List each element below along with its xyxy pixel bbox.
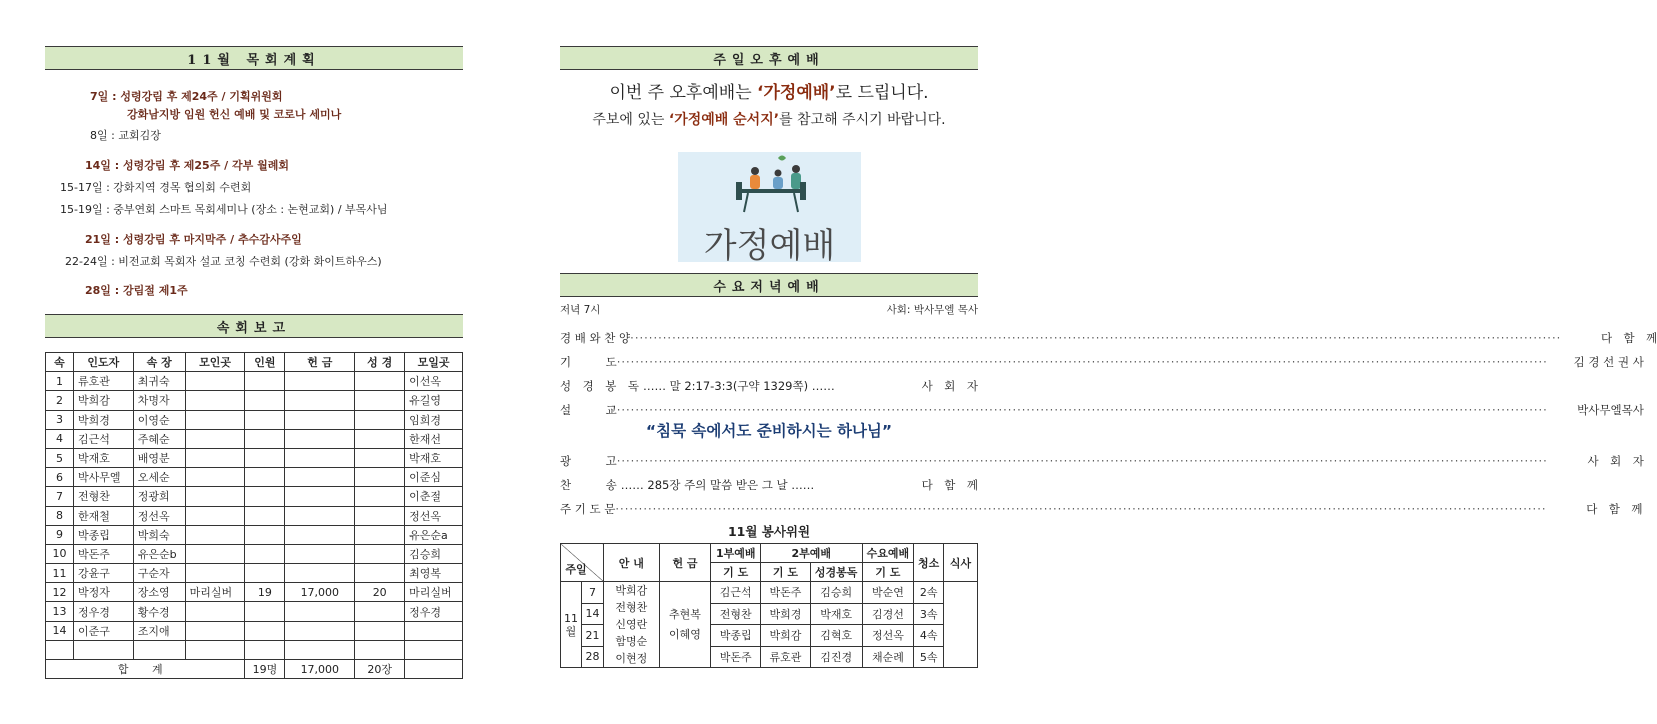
plan-item: 21일 : 성령강림 후 마지막주 / 추수감사주일 [85, 233, 302, 246]
report-cell [185, 621, 245, 640]
sunday-text: 로 드립니다. [835, 83, 929, 103]
wed-order-label: 기 도 [560, 355, 617, 369]
vol-header-second: 2부예배 [761, 544, 862, 563]
report-row [46, 583, 463, 602]
report-cell: 2 [46, 391, 74, 410]
report-cell: 강윤구 [73, 564, 133, 583]
plan-item: 15-17일 : 강화지역 경목 협의회 수련회 [60, 181, 252, 194]
vol-p2: 박돈주 [761, 582, 811, 604]
report-row [46, 429, 463, 448]
wed-order-line [560, 354, 1644, 370]
vol-guide: 전형찬 [615, 601, 648, 614]
vol-p1: 김근석 [711, 582, 761, 604]
report-cell: 17,000 [285, 583, 355, 602]
plan-item: 8일 : 교회김장 [90, 129, 161, 142]
wed-order-label: 찬 송 [560, 478, 617, 492]
plan-item: 14일 : 성령강림 후 제25주 / 각부 월례회 [85, 159, 289, 172]
report-cell [285, 544, 355, 563]
report-row [46, 564, 463, 583]
report-header: 속 장 [133, 353, 185, 372]
vol-header-date [561, 544, 604, 582]
report-cell: 3 [46, 410, 74, 429]
vol-wed: 정선옥 [862, 625, 914, 647]
report-header: 헌 금 [285, 353, 355, 372]
vol-wed: 김경선 [862, 603, 914, 625]
wed-order-person: 다 함 께 [921, 478, 978, 492]
report-cell [355, 468, 405, 487]
report-cell [285, 391, 355, 410]
report-cell: 박재호 [73, 448, 133, 467]
report-cell: 임희경 [405, 410, 463, 429]
report-cell [245, 429, 285, 448]
wed-host: 사회: 박사무엘 목사 [886, 304, 978, 316]
report-cell: 9 [46, 525, 74, 544]
wed-order-person: 다 함 께 [1600, 331, 1657, 345]
report-cell [185, 525, 245, 544]
vol-header-prayer: 기 도 [862, 563, 914, 582]
report-cell [185, 429, 245, 448]
report-cell [245, 564, 285, 583]
report-cell [185, 448, 245, 467]
total-label: 합 계 [46, 660, 245, 679]
vol-day: 21 [582, 625, 604, 647]
report-row [46, 525, 463, 544]
vol-offering-person: 추현복 [669, 607, 701, 621]
wed-order-person: 사 회 자 [1587, 454, 1644, 468]
wednesday-title-bar [560, 273, 978, 297]
vol-bible: 박재호 [810, 603, 862, 625]
report-row [46, 544, 463, 563]
report-cell: 오세순 [133, 468, 185, 487]
report-cell [245, 468, 285, 487]
report-cell [185, 506, 245, 525]
report-row [46, 602, 463, 621]
report-row [46, 410, 463, 429]
report-title-bar [45, 314, 463, 338]
vol-day: 28 [582, 646, 604, 668]
plan-item: 15-19일 : 중부연회 스마트 목회세미나 (장소 : 논현교회) / 부목사님 [60, 203, 388, 216]
sunday-title-bar [560, 46, 978, 70]
vol-bible: 김진경 [810, 646, 862, 668]
report-title: 속회보고 [216, 320, 292, 336]
report-cell: 구순자 [133, 564, 185, 583]
report-cell: 이준심 [405, 468, 463, 487]
vol-day: 14 [582, 603, 604, 625]
report-row [46, 372, 463, 391]
vol-bible: 김승희 [810, 582, 862, 604]
vol-header-meal: 식사 [944, 544, 978, 582]
report-row [46, 448, 463, 467]
wed-order-line [560, 378, 978, 394]
report-cell: 주혜순 [133, 429, 185, 448]
vol-clean: 2속 [914, 582, 944, 604]
report-cell [285, 602, 355, 621]
wed-order-line [560, 402, 1644, 418]
vol-wed: 박순연 [862, 582, 914, 604]
report-cell: 마리실버 [185, 583, 245, 602]
total-offering: 17,000 [285, 660, 355, 679]
vol-p2: 박희감 [761, 625, 811, 647]
report-cell: 유길영 [405, 391, 463, 410]
report-cell [185, 487, 245, 506]
wed-order-line [560, 330, 1657, 346]
report-cell [185, 372, 245, 391]
report-cell: 황수경 [133, 602, 185, 621]
report-header: 모인곳 [185, 353, 245, 372]
vol-header-date-text: 주일 [565, 562, 587, 576]
report-cell: 박종립 [73, 525, 133, 544]
vol-header-bible: 성경봉독 [810, 563, 862, 582]
report-header: 인도자 [73, 353, 133, 372]
leader-dots: ········································································································································································································ [616, 403, 1548, 417]
leader-dots: ········································································································································································································ [630, 331, 1562, 345]
vol-p2: 류호관 [761, 646, 811, 668]
vol-guide: 신영란 [615, 618, 648, 631]
report-cell: 4 [46, 429, 74, 448]
report-cell [46, 640, 74, 659]
vol-offering [659, 582, 711, 668]
report-cell [245, 506, 285, 525]
report-cell [355, 621, 405, 640]
report-cell: 김근석 [73, 429, 133, 448]
total-count: 19명 [245, 660, 285, 679]
report-cell [405, 621, 463, 640]
vol-offering-person: 이혜영 [669, 627, 701, 641]
vol-p1: 박돈주 [711, 646, 761, 668]
report-cell [285, 372, 355, 391]
vol-header-first: 1부예배 [711, 544, 761, 563]
report-cell [185, 564, 245, 583]
sunday-text: 주보에 있는 [592, 112, 669, 128]
report-cell [285, 525, 355, 544]
report-header-row [46, 353, 463, 372]
sunday-line-1 [560, 78, 978, 103]
report-cell: 12 [46, 583, 74, 602]
report-row [46, 506, 463, 525]
report-cell: 박정자 [73, 583, 133, 602]
report-cell [245, 525, 285, 544]
report-cell [245, 410, 285, 429]
report-cell: 이영순 [133, 410, 185, 429]
wed-order-detail: …… 말 2:17-3:3(구약 1329쪽) …… [642, 379, 835, 393]
report-cell: 5 [46, 448, 74, 467]
report-cell: 11 [46, 564, 74, 583]
vol-header-prayer: 기 도 [761, 563, 811, 582]
report-cell [355, 525, 405, 544]
report-header: 성 경 [355, 353, 405, 372]
report-cell: 20 [355, 583, 405, 602]
report-row [46, 621, 463, 640]
report-cell: 6 [46, 468, 74, 487]
report-cell [185, 468, 245, 487]
vol-header-guide: 안 내 [603, 544, 659, 582]
report-cell: 박사무엘 [73, 468, 133, 487]
report-cell [245, 544, 285, 563]
report-row [46, 487, 463, 506]
total-bible: 20장 [355, 660, 405, 679]
wed-time: 저녁 7시 [560, 304, 601, 316]
vol-clean: 3속 [914, 603, 944, 625]
report-cell [285, 429, 355, 448]
report-cell: 한재선 [405, 429, 463, 448]
vol-guide: 박희감 [615, 584, 648, 597]
plan-item: 28일 : 강림절 제1주 [85, 284, 188, 297]
report-cell: 이춘절 [405, 487, 463, 506]
report-cell [73, 640, 133, 659]
wed-order-line [560, 453, 1644, 469]
vol-guide: 함명순 [615, 635, 648, 648]
wed-order-detail: …… 285장 주의 말씀 받은 그 날 …… [620, 478, 815, 492]
report-cell [185, 602, 245, 621]
sermon-title: “침묵 속에서도 준비하시는 하나님” [645, 422, 893, 440]
report-cell: 19 [245, 583, 285, 602]
report-cell: 전형찬 [73, 487, 133, 506]
report-cell: 유은순b [133, 544, 185, 563]
volunteers-title: 11월 봉사위원 [727, 524, 811, 539]
wed-order-person: 박사무엘목사 [1577, 403, 1644, 417]
report-header: 속 [46, 353, 74, 372]
report-cell: 박돈주 [73, 544, 133, 563]
vol-header-offering: 헌 금 [659, 544, 711, 582]
sunday-highlight: ‘가정예배’ [757, 83, 836, 103]
report-cell [285, 410, 355, 429]
vol-bible: 김혁호 [810, 625, 862, 647]
report-cell [185, 391, 245, 410]
family-worship-image [678, 152, 861, 266]
wed-order-person: 김 경 선 권 사 [1573, 355, 1644, 369]
leader-dots: ········································································································································································································ [616, 454, 1548, 468]
report-cell: 8 [46, 506, 74, 525]
report-cell [245, 487, 285, 506]
wednesday-title: 수요저녁예배 [713, 279, 825, 295]
leader-dots: ········································································································································································································ [616, 355, 1548, 369]
report-row [46, 640, 463, 659]
report-total-row [46, 660, 463, 679]
report-cell: 정선옥 [405, 506, 463, 525]
report-cell [245, 621, 285, 640]
report-cell [355, 544, 405, 563]
report-cell: 이선옥 [405, 372, 463, 391]
report-cell [405, 640, 463, 659]
vol-header-prayer: 기 도 [711, 563, 761, 582]
report-cell [185, 640, 245, 659]
report-cell [355, 429, 405, 448]
report-cell: 박희경 [73, 410, 133, 429]
report-cell: 김승희 [405, 544, 463, 563]
plan-title: 11월 목회계획 [187, 52, 321, 68]
report-cell [285, 506, 355, 525]
wed-order-label: 주 기 도 문 [560, 502, 616, 516]
report-cell [355, 487, 405, 506]
report-cell [245, 372, 285, 391]
report-cell [355, 564, 405, 583]
report-cell: 이준구 [73, 621, 133, 640]
vol-p1: 전형찬 [711, 603, 761, 625]
sunday-line-2 [560, 109, 978, 129]
report-cell [185, 410, 245, 429]
wed-order-label: 성 경 봉 독 [560, 379, 639, 393]
report-cell [355, 391, 405, 410]
report-cell: 마리실버 [405, 583, 463, 602]
report-cell [285, 487, 355, 506]
report-cell: 14 [46, 621, 74, 640]
report-cell: 박희숙 [133, 525, 185, 544]
report-cell: 배영분 [133, 448, 185, 467]
report-cell [245, 602, 285, 621]
report-cell: 최귀숙 [133, 372, 185, 391]
vol-wed: 채순례 [862, 646, 914, 668]
report-cell [355, 372, 405, 391]
volunteers-table [560, 543, 978, 668]
plan-item: 강화남지방 임원 헌신 예배 및 코로나 세미나 [127, 108, 342, 121]
vol-header-wed: 수요예배 [862, 544, 914, 563]
report-cell [245, 391, 285, 410]
total-empty [405, 660, 463, 679]
report-cell [245, 640, 285, 659]
vol-day: 7 [582, 582, 604, 604]
wed-order-label: 설 교 [560, 403, 617, 417]
sunday-title: 주일오후예배 [713, 52, 825, 68]
report-cell [185, 544, 245, 563]
report-cell [285, 564, 355, 583]
report-cell [285, 640, 355, 659]
plan-item: 22-24일 : 비전교회 목회자 설교 코칭 수련회 (강화 화이트하우스) [65, 255, 382, 268]
report-cell: 최영복 [405, 564, 463, 583]
report-cell: 박재호 [405, 448, 463, 467]
report-cell: 조지애 [133, 621, 185, 640]
leader-dots: ········································································································································································································ [615, 502, 1547, 516]
vol-p1: 박종립 [711, 625, 761, 647]
vol-guide: 이현정 [615, 652, 648, 665]
image-caption: 가정예배 [703, 226, 836, 266]
report-cell: 정선옥 [133, 506, 185, 525]
vol-meal [944, 582, 978, 668]
report-cell: 13 [46, 602, 74, 621]
vol-guides [603, 582, 659, 668]
report-cell: 1 [46, 372, 74, 391]
report-header: 모일곳 [405, 353, 463, 372]
report-cell: 정우경 [73, 602, 133, 621]
wed-order-line [560, 501, 1643, 517]
report-cell: 유은순a [405, 525, 463, 544]
report-cell: 차명자 [133, 391, 185, 410]
vol-clean: 5속 [914, 646, 944, 668]
vol-month: 11월 [561, 582, 582, 668]
plan-title-bar [45, 46, 463, 70]
report-cell: 7 [46, 487, 74, 506]
wed-order-label: 경 배 와 찬 양 [560, 331, 631, 345]
sunday-highlight: ‘가정예배 순서지’ [668, 112, 780, 128]
vol-header-clean: 청소 [914, 544, 944, 582]
plan-item: 7일 : 성령강림 후 제24주 / 기획위원회 [90, 90, 283, 103]
wed-order-person: 사 회 자 [921, 379, 978, 393]
report-cell: 한재철 [73, 506, 133, 525]
report-cell [285, 468, 355, 487]
report-cell [285, 448, 355, 467]
report-cell: 정광희 [133, 487, 185, 506]
report-cell: 장소영 [133, 583, 185, 602]
wed-order-label: 광 고 [560, 454, 617, 468]
report-row [46, 391, 463, 410]
sunday-text: 를 참고해 주시기 바랍니다. [779, 112, 946, 128]
report-cell: 류호관 [73, 372, 133, 391]
vol-clean: 4속 [914, 625, 944, 647]
report-cell: 10 [46, 544, 74, 563]
report-cell: 정우경 [405, 602, 463, 621]
report-cell [355, 410, 405, 429]
report-cell [355, 448, 405, 467]
wed-order-line [560, 477, 978, 493]
vol-p2: 박희경 [761, 603, 811, 625]
report-cell [355, 602, 405, 621]
report-row [46, 468, 463, 487]
report-cell: 박희감 [73, 391, 133, 410]
report-cell [285, 621, 355, 640]
report-cell [133, 640, 185, 659]
report-cell [355, 640, 405, 659]
wed-order-person: 다 함 께 [1586, 502, 1643, 516]
sunday-text: 이번 주 오후예배는 [609, 83, 758, 103]
report-cell [355, 506, 405, 525]
report-table [45, 352, 463, 679]
report-header: 인원 [245, 353, 285, 372]
report-cell [245, 448, 285, 467]
